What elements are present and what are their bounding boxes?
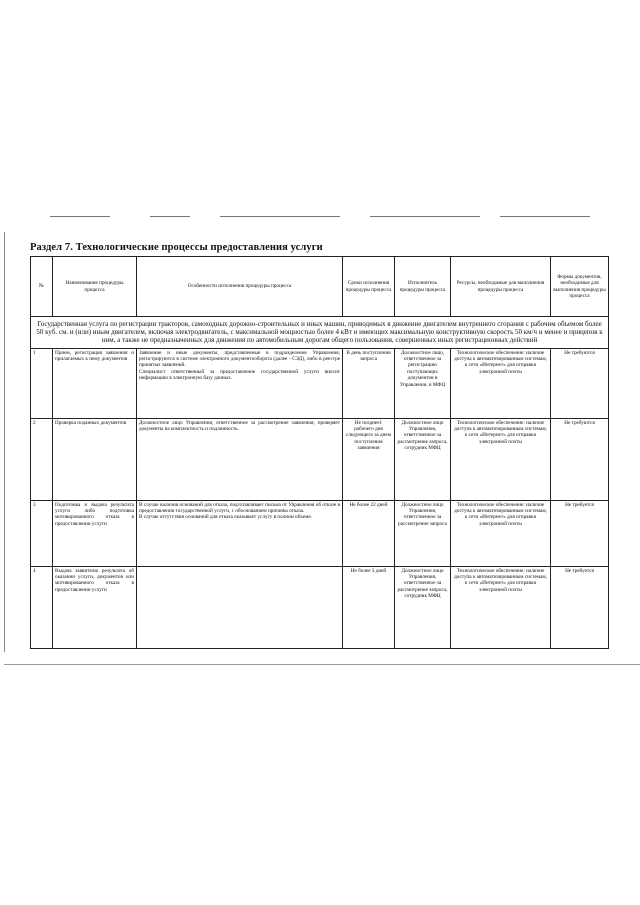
row-name: Прием, регистрация заявления и прилагаемых к нему документов <box>53 348 137 418</box>
row-forms: Не требуются <box>551 348 609 418</box>
header-name: Наименование процедуры процесса <box>53 257 137 317</box>
header-terms: Сроки исполнения процедуры процесса <box>343 257 395 317</box>
table-row <box>31 566 609 648</box>
row-executor: Должностное лицо Управления, ответственное за рассмотрение запроса <box>395 500 451 566</box>
row-features <box>137 566 343 648</box>
row-features-text: Заявление и иные документы, представленные в подразделение Управления, регистрируются в системе электронного документооборота (далее - СЭД), либо в реестре принятых заявлений. <box>139 349 340 369</box>
row-name: Выдача заявителю результата об оказании услуги, документов или мотивированного отказа в предоставлении услуги <box>53 566 137 648</box>
row-forms: Не требуется <box>551 566 609 648</box>
process-table <box>30 256 609 649</box>
row-features <box>137 348 343 418</box>
row-features-text: В случае отсутствия оснований для отказа оказывает услугу в полном объеме. <box>139 514 313 521</box>
table-row <box>31 418 609 500</box>
row-features <box>137 500 343 566</box>
scan-frame-edge <box>4 664 640 665</box>
table-header-row <box>31 257 609 317</box>
row-executor: Должностное лицо Управления, ответственное за рассмотрение запроса, сотрудник МФЦ <box>395 418 451 500</box>
row-num: 4 <box>31 566 53 648</box>
table-row <box>31 500 609 566</box>
row-terms: Не более 22 дней <box>343 500 395 566</box>
header-resources: Ресурсы, необходимые для выполнения процедуры процесса <box>451 257 551 317</box>
row-num: 1 <box>31 348 53 418</box>
header-executor: Исполнитель процедуры процесса <box>395 257 451 317</box>
table-row <box>31 348 609 418</box>
row-features-text: Должностное лицо Управления, ответственное за рассмотрение заявления, проверяет документы на комплектность и подлинность. <box>139 419 340 433</box>
row-terms: Не более 3 дней <box>343 566 395 648</box>
row-forms: Не требуются <box>551 418 609 500</box>
row-resources: Технологическое обеспечение: наличие доступа к автоматизированным системам, к сети «Интернет» для отправки электронной почты <box>451 418 551 500</box>
row-name: Подготовка и выдача результата услуги либо подготовка мотивированного отказа в предоставлении услуги <box>53 500 137 566</box>
header-forms: Формы документов, необходимые для выполнения процедуры процесса <box>551 257 609 317</box>
row-name: Проверка поданных документов <box>53 418 137 500</box>
row-executor: Должностное лицо, ответственное за регистрацию поступающих документов в Управлении, в МФЦ <box>395 348 451 418</box>
row-terms: В день поступления запроса <box>343 348 395 418</box>
row-resources: Технологическое обеспечение: наличие доступа к автоматизированным системам, к сети «Интернет» для отправки электронной почты <box>451 500 551 566</box>
scan-artifact-line <box>30 216 630 217</box>
section-title: Раздел 7. Технологические процессы предоставления услуги <box>30 242 323 253</box>
row-resources: Технологическое обеспечение: наличие доступа к автоматизированным системам, к сети «Интернет» для отправки электронной почты <box>451 566 551 648</box>
row-num: 3 <box>31 500 53 566</box>
service-title: Государственная услуга по регистрации тракторов, самоходных дорожно-строительных и иных машин, приводимых в движение двигателем внутреннего сгорания с рабочим объемом более 50 куб. см. и (или) иным двигателем, включая электродвигатель, с максимальной мощностью более 4 кВт и имеющих максимальную конструктивную скорость 50 км/ч и менее и прицепов к ним, а также не предназначенных для движения по автомобильным дорогам общего пользования, совершенных иных регистрационных действий <box>31 317 609 349</box>
service-title-row <box>31 317 609 349</box>
row-executor: Должностное лицо Управления, ответственное за рассмотрение запроса, сотрудник МФЦ <box>395 566 451 648</box>
scan-frame-edge <box>4 232 5 652</box>
header-num: № <box>31 257 53 317</box>
row-num: 2 <box>31 418 53 500</box>
row-features-text: Специалист ответственный за предоставление государственной услуги вносит информацию в электронную базу данных. <box>139 368 340 382</box>
row-forms: Не требуется <box>551 500 609 566</box>
row-resources: Технологическое обеспечение: наличие доступа к автоматизированным системам, к сети «Интернет» для отправки электронной почты <box>451 348 551 418</box>
row-features-text: В случае наличия оснований для отказа, подготавливает письма от Управления об отказе в предоставлении государственной услуги, с обоснованием причины отказа. <box>139 501 340 515</box>
header-features: Особенности исполнения процедуры процесса <box>137 257 343 317</box>
row-features <box>137 418 343 500</box>
row-terms: Не позднее1 рабочего дня следующего за днем поступления заявления <box>343 418 395 500</box>
